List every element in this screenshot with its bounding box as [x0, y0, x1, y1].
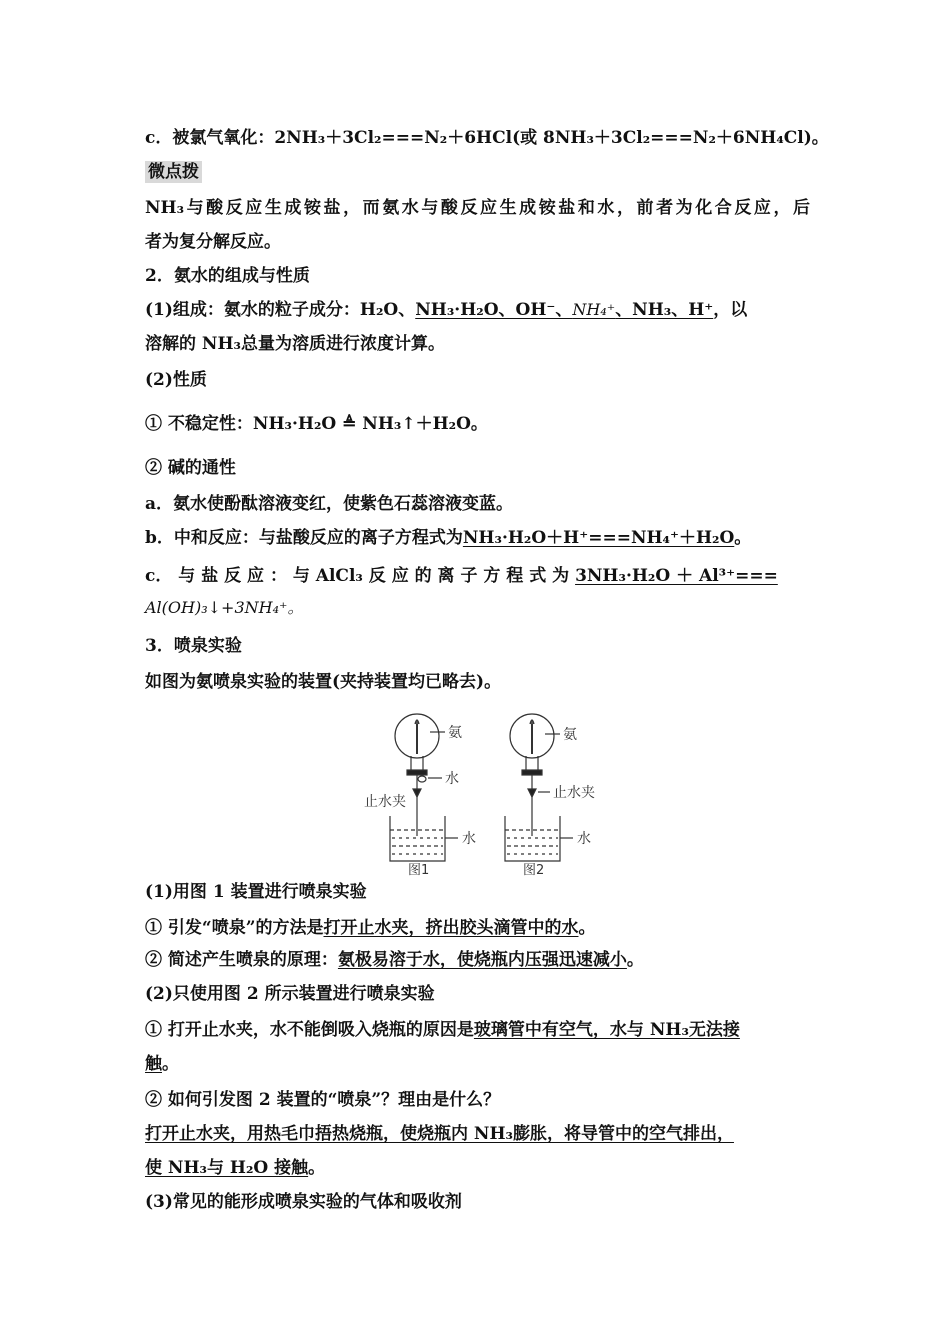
note-line-1: NH₃与酸反应生成铵盐，而氨水与酸反应生成铵盐和水，前者为化合反应，后 — [145, 198, 810, 218]
question-1: (1)用图 1 装置进行喷泉实验 — [145, 882, 367, 902]
neutralization-line: b．中和反应：与盐酸反应的离子方程式为NH₃·H₂O＋H⁺===NH₄⁺＋H₂O。 — [145, 528, 752, 548]
fountain-apparatus-figure — [360, 706, 620, 876]
question-1b: ② 简述产生喷泉的原理：氨极易溶于水，使烧瓶内压强迅速减小。 — [145, 950, 644, 970]
figure-intro: 如图为氨喷泉实验的装置(夹持装置均已略去)。 — [145, 672, 502, 692]
properties-heading: (2)性质 — [145, 370, 207, 390]
question-2: (2)只使用图 2 所示装置进行喷泉实验 — [145, 984, 435, 1004]
question-2a: ① 打开止水夹，水不能倒吸入烧瓶的原因是玻璃管中有空气，水与 NH₃无法接 — [145, 1020, 740, 1040]
line-chlorine-oxidation: c．被氯气氧化：2NH₃＋3Cl₂===N₂＋6HCl(或 8NH₃＋3Cl₂===N₂＋6NH₄Cl)。 — [145, 128, 829, 148]
phenolphthalein-line: a．氨水使酚酞溶液变红，使紫色石蕊溶液变蓝。 — [145, 494, 514, 514]
composition-line: (1)组成：氨水的粒子成分：H₂O、NH₃·H₂O、OH⁻、NH₄⁺、NH₃、H⁺，以 — [145, 300, 748, 320]
question-2b: ② 如何引发图 2 装置的“喷泉”？理由是什么？ — [145, 1090, 501, 1110]
caption-figure-2: 图2 — [523, 863, 545, 876]
stopper-2 — [522, 770, 542, 775]
clamp-1 — [413, 789, 421, 797]
salt-reaction-line-2: Al(OH)₃↓+3NH₄⁺。 — [145, 598, 304, 617]
note-line-2: 者为复分解反应。 — [145, 232, 281, 252]
question-2b-answer-2: 使 NH₃与 H₂O 接触。 — [145, 1158, 326, 1178]
caption-figure-1: 图1 — [408, 863, 430, 876]
instability-line: ① 不稳定性：NH₃·H₂O ≜ NH₃↑＋H₂O。 — [145, 414, 488, 434]
label-clamp-2: 止水夹 — [553, 785, 595, 801]
alkali-heading: ② 碱的通性 — [145, 458, 236, 478]
salt-reaction-line: c． 与 盐 反 应 ： 与 AlCl₃ 反 应 的 离 子 方 程 式 为 3NH₃·H₂O ＋ Al³⁺=== — [145, 566, 778, 586]
clamp-2 — [528, 789, 536, 797]
label-ammonia-2: 氨 — [563, 727, 577, 743]
label-clamp-1: 止水夹 — [364, 794, 406, 810]
stopper-1 — [407, 770, 427, 775]
question-2a-cont: 触。 — [145, 1054, 179, 1074]
composition-line-2: 溶解的 NH₃总量为溶质进行浓度计算。 — [145, 334, 445, 354]
question-1a: ① 引发“喷泉”的方法是打开止水夹，挤出胶头滴管中的水。 — [145, 918, 596, 938]
label-ammonia-1: 氨 — [448, 725, 462, 741]
question-3: (3)常见的能形成喷泉实验的气体和吸收剂 — [145, 1192, 462, 1212]
section-heading-2: 2．氨水的组成与性质 — [145, 266, 310, 286]
question-2b-answer-1: 打开止水夹，用热毛巾捂热烧瓶，使烧瓶内 NH₃膨胀，将导管中的空气排出， — [145, 1124, 734, 1144]
tip-tag: 微点拨 — [145, 161, 202, 183]
label-water-beaker-1: 水 — [462, 831, 476, 847]
label-water-beaker-2: 水 — [577, 831, 591, 847]
section-heading-3: 3．喷泉实验 — [145, 636, 242, 656]
label-water-dropper-1: 水 — [445, 771, 459, 787]
